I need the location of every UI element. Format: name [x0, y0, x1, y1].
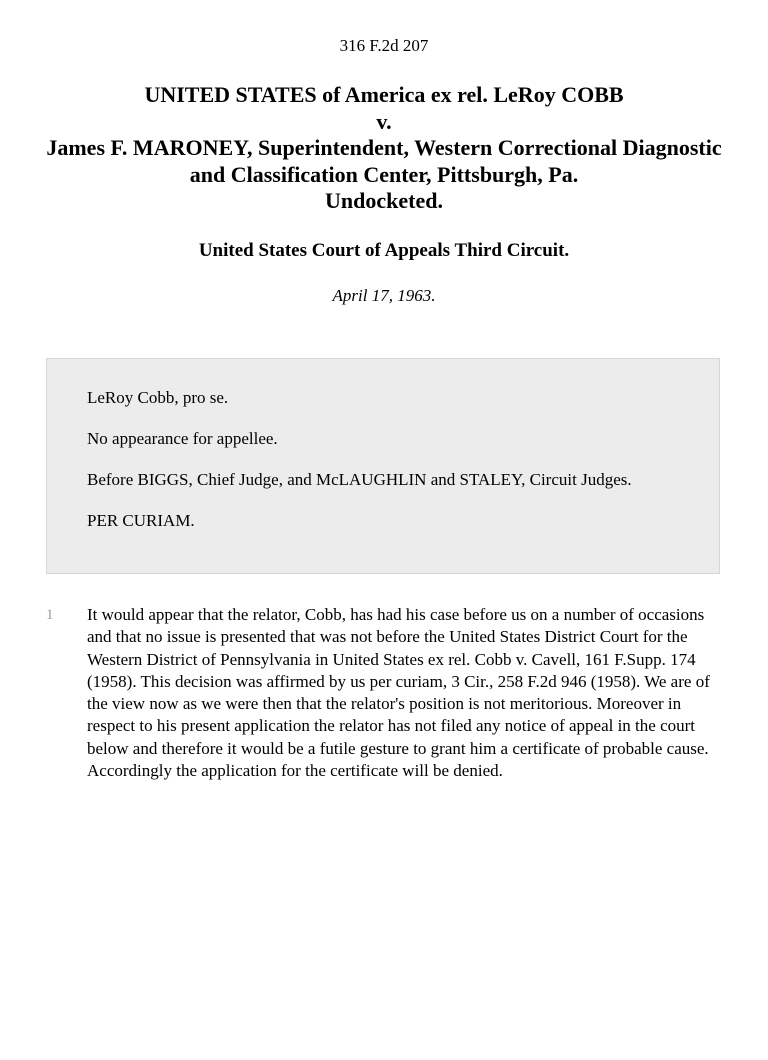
judges-line: Before BIGGS, Chief Judge, and McLAUGHLIN and STALEY, Circuit Judges. — [87, 470, 632, 489]
decision-date: April 17, 1963. — [332, 285, 436, 305]
caption-plaintiff: UNITED STATES of America ex rel. LeRoy COBB — [144, 82, 624, 107]
case-header-box — [46, 358, 720, 574]
caption-defendant: James F. MARONEY, Superintendent, Western Correctional Diagnostic and Classification Center, Pittsburgh, Pa. — [46, 135, 722, 187]
appearance-line: No appearance for appellee. — [87, 429, 278, 448]
court-name: United States Court of Appeals Third Circuit. — [198, 239, 570, 261]
case-caption — [40, 82, 728, 215]
per-curiam-line: PER CURIAM. — [87, 511, 195, 530]
case-citation: 316 F.2d 207 — [339, 36, 429, 55]
paragraph-number: 1 — [46, 607, 54, 623]
caption-versus: v. — [376, 108, 392, 134]
counsel-line: LeRoy Cobb, pro se. — [87, 388, 229, 407]
opinion-paragraph — [46, 604, 726, 782]
caption-docket: Undocketed. — [325, 188, 443, 213]
opinion-body — [46, 604, 726, 782]
paragraph-text: It would appear that the relator, Cobb, has had his case before us on a number of occasions and that no issue is presented that was not before the United States District Court for the Western District of Pennsylvania in United States ex rel. Cobb v. Cavell, 161 F.Supp. 174 (1958). This decision was affirmed by us per curiam, 3 Cir., 258 F.2d 946 (1958). We are of the view now as we were then that the relator's position is not meritorious. Moreover in respect to his present application the relator has not filed any notice of appeal in the court below and therefore it would be a futile gesture to grant him a certificate of probable cause. Accordingly the application for the certificate will be denied. — [87, 605, 710, 781]
